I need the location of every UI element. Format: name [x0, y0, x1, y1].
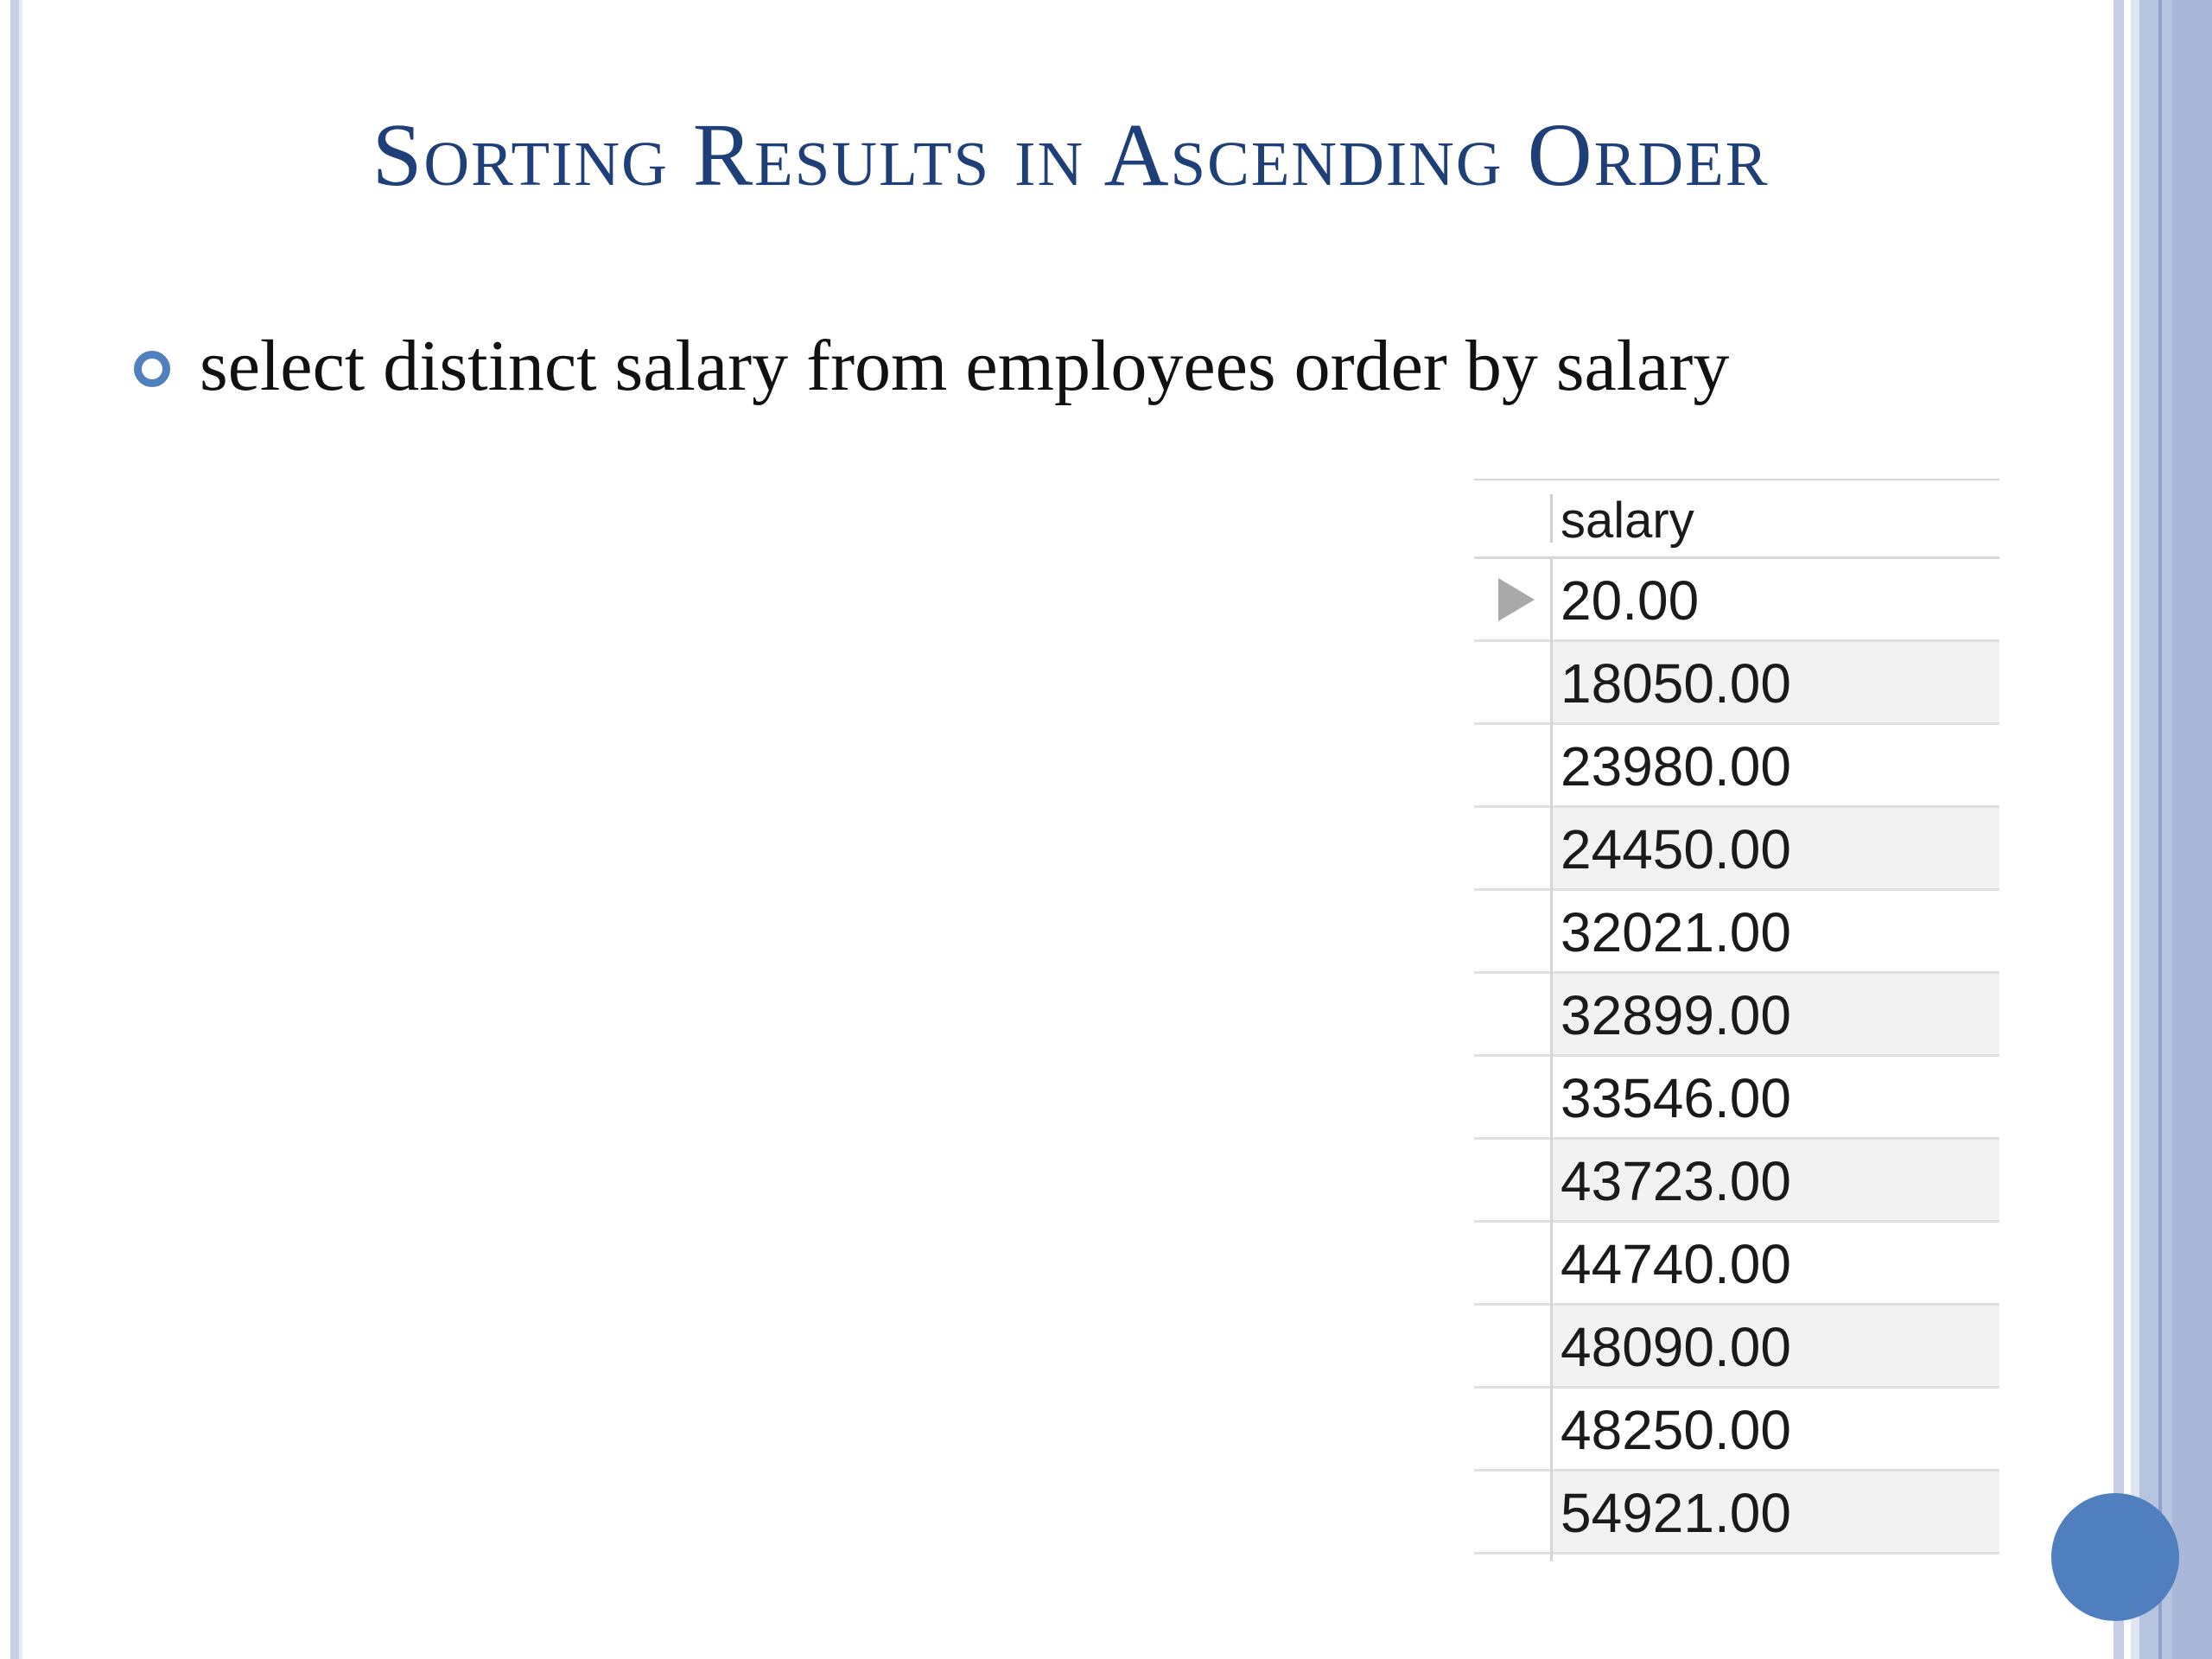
salary-value: 24450.00 [1560, 818, 1791, 880]
table-row[interactable] [1474, 642, 1999, 725]
row-gutter[interactable] [1474, 1140, 1550, 1220]
salary-cell[interactable] [1553, 1140, 1999, 1220]
row-gutter[interactable] [1474, 1057, 1550, 1137]
right-border-band [2113, 0, 2124, 1659]
bullet-circle-icon [134, 351, 170, 387]
right-border-band [2162, 0, 2172, 1659]
table-row[interactable] [1474, 1471, 1999, 1554]
salary-cell[interactable] [1553, 1306, 1999, 1386]
salary-cell[interactable] [1553, 1223, 1999, 1303]
right-border-band [2139, 0, 2158, 1659]
right-border-band [2124, 0, 2131, 1659]
row-gutter[interactable] [1474, 1389, 1550, 1469]
result-grid [1474, 479, 1999, 1561]
grid-header [1474, 479, 1999, 559]
salary-cell[interactable] [1553, 642, 1999, 722]
table-row[interactable] [1474, 725, 1999, 808]
row-gutter[interactable] [1474, 1306, 1550, 1386]
right-border-band [2131, 0, 2139, 1659]
row-gutter[interactable] [1474, 1471, 1550, 1552]
table-row[interactable] [1474, 559, 1999, 642]
table-row[interactable] [1474, 1306, 1999, 1389]
salary-value: 54921.00 [1560, 1482, 1791, 1544]
current-row-arrow-icon [1498, 578, 1535, 621]
bullet-item [134, 326, 1730, 406]
salary-cell[interactable] [1553, 725, 1999, 805]
table-row[interactable] [1474, 891, 1999, 974]
salary-value: 33546.00 [1560, 1067, 1791, 1129]
salary-value: 32021.00 [1560, 901, 1791, 963]
row-gutter[interactable] [1474, 642, 1550, 722]
salary-value: 48090.00 [1560, 1316, 1791, 1378]
salary-value: 43723.00 [1560, 1150, 1791, 1212]
row-gutter[interactable] [1474, 891, 1550, 971]
grid-tail [1474, 1554, 1999, 1561]
salary-cell[interactable] [1553, 1389, 1999, 1469]
salary-value: 18050.00 [1560, 652, 1791, 715]
corner-circle-decoration [2051, 1493, 2179, 1621]
row-gutter[interactable] [1474, 559, 1550, 639]
grid-rows [1474, 559, 1999, 1554]
salary-cell[interactable] [1553, 1471, 1999, 1552]
salary-value: 32899.00 [1560, 984, 1791, 1046]
left-border-line [10, 0, 19, 1659]
salary-value: 23980.00 [1560, 735, 1791, 798]
column-header-salary[interactable]: salary [1560, 493, 1694, 549]
salary-value: 20.00 [1560, 569, 1700, 632]
table-row[interactable] [1474, 1057, 1999, 1140]
row-gutter[interactable] [1474, 1223, 1550, 1303]
salary-cell[interactable] [1553, 808, 1999, 888]
row-gutter[interactable] [1474, 808, 1550, 888]
table-row[interactable] [1474, 974, 1999, 1057]
salary-value: 44740.00 [1560, 1233, 1791, 1295]
salary-cell[interactable] [1553, 891, 1999, 971]
row-gutter[interactable] [1474, 725, 1550, 805]
bullet-text: select distinct salary from employees order by salary [200, 326, 1730, 406]
header-separator [1550, 494, 1553, 543]
salary-cell[interactable] [1553, 559, 1999, 639]
right-border-band [2172, 0, 2212, 1659]
left-border-line-inner [19, 0, 22, 1659]
table-row[interactable] [1474, 1389, 1999, 1471]
salary-value: 48250.00 [1560, 1399, 1791, 1461]
salary-cell[interactable] [1553, 974, 1999, 1054]
salary-cell[interactable] [1553, 1057, 1999, 1137]
row-separator [1550, 1554, 1553, 1561]
table-row[interactable] [1474, 1140, 1999, 1223]
table-row[interactable] [1474, 808, 1999, 891]
slide-title: Sorting Results in Ascending Order [372, 105, 1770, 205]
table-row[interactable] [1474, 1223, 1999, 1306]
row-gutter[interactable] [1474, 974, 1550, 1054]
